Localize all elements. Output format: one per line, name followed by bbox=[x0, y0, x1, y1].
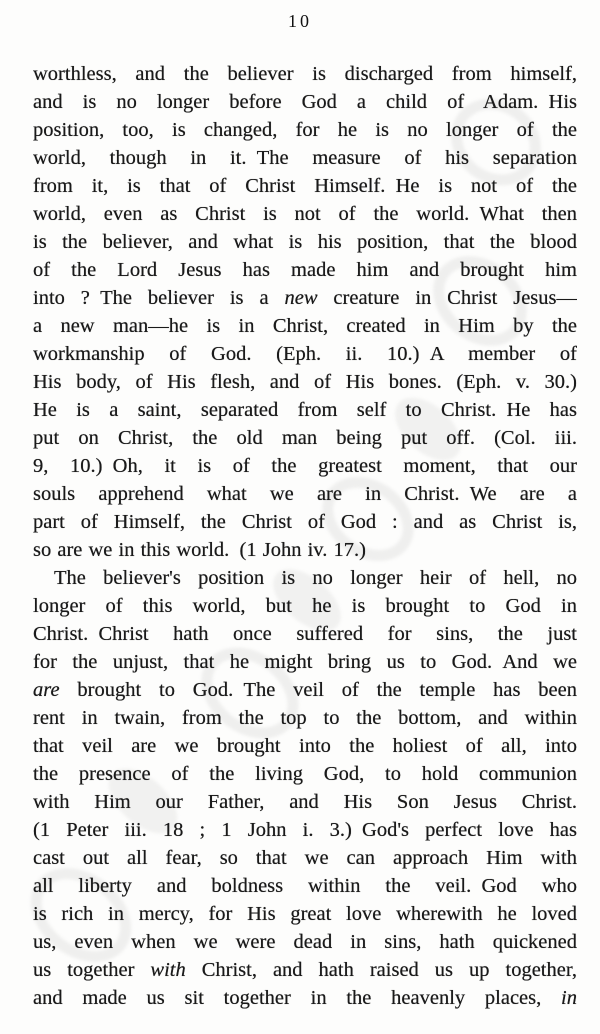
text-line bbox=[33, 480, 577, 508]
text-line bbox=[33, 396, 577, 424]
text-segment: position, too, is changed, for he is no longer of the bbox=[33, 119, 577, 141]
text-segment: us together bbox=[33, 959, 151, 981]
text-segment: so are we in this world. (1 John iv. 17.) bbox=[33, 539, 366, 561]
text-line bbox=[33, 340, 577, 368]
text-segment: (1 Peter iii. 18 ; 1 John i. 3.) God's perfect love has bbox=[33, 819, 577, 841]
text-line bbox=[33, 116, 577, 144]
text-line bbox=[33, 760, 577, 788]
text-line bbox=[33, 200, 577, 228]
text-segment: worthless, and the believer is discharged from himself, bbox=[33, 63, 577, 85]
text-line bbox=[33, 676, 577, 704]
text-line bbox=[33, 88, 577, 116]
text-line bbox=[33, 928, 577, 956]
text-segment: us, even when we were dead in sins, hath quickened bbox=[33, 931, 577, 953]
text-line bbox=[33, 956, 577, 984]
text-segment: part of Himself, the Christ of God : and as Christ is, bbox=[33, 511, 577, 533]
page-number: 10 bbox=[288, 11, 312, 31]
text-line bbox=[33, 564, 577, 592]
text-line bbox=[33, 900, 577, 928]
text-line bbox=[33, 508, 577, 536]
text-segment: 9, 10.) Oh, it is of the greatest moment, that our bbox=[33, 455, 577, 477]
text-segment: for the unjust, that he might bring us to God. And we bbox=[33, 651, 577, 673]
text-segment: and made us sit together in the heavenly places, bbox=[33, 987, 562, 1009]
text-segment: rent in twain, from the top to the bottom, and within bbox=[33, 707, 577, 729]
text-line bbox=[33, 312, 577, 340]
text-segment: His body, of His flesh, and of His bones. (Eph. v. 30.) bbox=[33, 371, 577, 393]
text-line bbox=[33, 424, 577, 452]
text-segment: is the believer, and what is his position, that the blood bbox=[33, 231, 577, 253]
text-line bbox=[33, 256, 577, 284]
text-segment: and is no longer before God a child of Adam. His bbox=[33, 91, 577, 113]
italic-text: are bbox=[33, 679, 60, 701]
text-segment: brought to God. The veil of the temple has been bbox=[59, 679, 577, 701]
text-segment: He is a saint, separated from self to Christ. He has bbox=[33, 399, 577, 421]
text-segment: from it, is that of Christ Himself. He is not of the bbox=[33, 175, 577, 197]
text-segment: put on Christ, the old man being put off. (Col. iii. bbox=[33, 427, 577, 449]
text-line bbox=[33, 592, 577, 620]
text-segment: all liberty and boldness within the veil. God who bbox=[33, 875, 577, 897]
text-segment: The believer's position is no longer heir of hell, no bbox=[54, 567, 577, 589]
italic-text: new bbox=[284, 287, 318, 309]
text-segment: Christ, and hath raised us up together, bbox=[185, 959, 577, 981]
text-segment: longer of this world, but he is brought to God in bbox=[33, 595, 577, 617]
text-segment: Christ. Christ hath once suffered for sins, the just bbox=[33, 623, 577, 645]
text-segment: is rich in mercy, for His great love wherewith he loved bbox=[33, 903, 577, 925]
text-line bbox=[33, 172, 577, 200]
text-segment: of the Lord Jesus has made him and brought him bbox=[33, 259, 577, 281]
text-segment: world, even as Christ is not of the world. What then bbox=[33, 203, 577, 225]
text-line bbox=[33, 984, 577, 1012]
text-line bbox=[33, 732, 577, 760]
text-line bbox=[33, 844, 577, 872]
text-segment: that veil are we brought into the holiest of all, into bbox=[33, 735, 577, 757]
italic-text: with bbox=[150, 959, 186, 981]
text-line bbox=[33, 816, 577, 844]
text-segment: souls apprehend what we are in Christ. We are a bbox=[33, 483, 577, 505]
text-segment: creature in Christ Jesus— bbox=[317, 287, 577, 309]
text-line bbox=[33, 144, 577, 172]
text-line bbox=[33, 452, 577, 480]
text-line bbox=[33, 60, 577, 88]
text-segment: with Him our Father, and His Son Jesus Christ. bbox=[33, 791, 577, 813]
text-line bbox=[33, 228, 577, 256]
text-line bbox=[33, 704, 577, 732]
text-line bbox=[33, 648, 577, 676]
text-segment: workmanship of God. (Eph. ii. 10.) A member of bbox=[33, 343, 577, 365]
text-line bbox=[33, 368, 577, 396]
text-segment: cast out all fear, so that we can approach Him with bbox=[33, 847, 577, 869]
text-line bbox=[33, 872, 577, 900]
text-line bbox=[33, 620, 577, 648]
text-line bbox=[33, 284, 577, 312]
text-segment: a new man—he is in Christ, created in Him by the bbox=[33, 315, 577, 337]
text-segment: the presence of the living God, to hold communion bbox=[33, 763, 577, 785]
body-text bbox=[33, 60, 577, 1012]
text-line bbox=[33, 788, 577, 816]
italic-text: in bbox=[561, 987, 577, 1009]
text-line bbox=[33, 536, 577, 564]
text-segment: world, though in it. The measure of his separation bbox=[33, 147, 577, 169]
text-segment: into ? The believer is a bbox=[33, 287, 285, 309]
